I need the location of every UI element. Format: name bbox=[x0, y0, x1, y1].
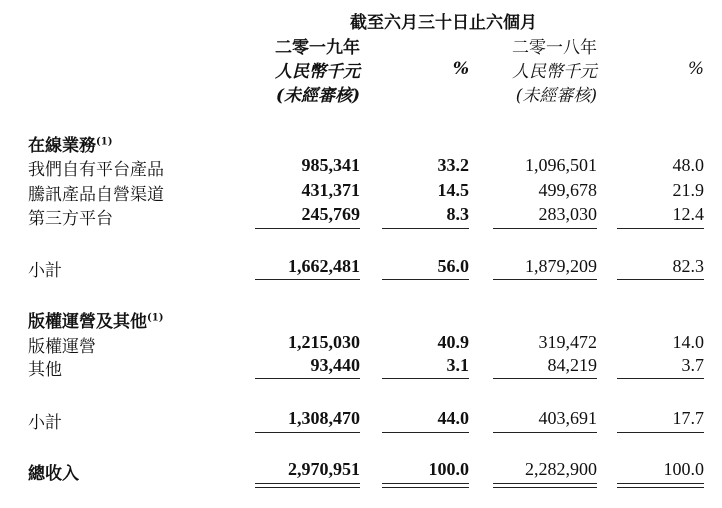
cell-amt-2018: 319,472 bbox=[538, 332, 597, 352]
row-label: 其他 bbox=[28, 360, 62, 380]
section-title-copyright bbox=[28, 307, 163, 332]
subtotal-amt-2018: 1,879,209 bbox=[525, 256, 597, 276]
cell-pct-2018: 12.4 bbox=[672, 204, 704, 224]
footnote-marker: (1) bbox=[96, 136, 113, 148]
unit-2019-heading: 人民幣千元 bbox=[275, 62, 360, 82]
row-label: 我們自有平台產品 bbox=[28, 160, 164, 180]
audit-2018-heading: (未經審核) bbox=[515, 86, 597, 106]
section-title-copyright-text: 版權運營及其他 bbox=[28, 312, 147, 332]
total-pct-2019: 100.0 bbox=[428, 459, 469, 479]
subtotal-label: 小計 bbox=[28, 413, 62, 433]
cell-amt-2019: 93,440 bbox=[310, 355, 360, 375]
subtotal-amt-2019: 1,308,470 bbox=[288, 408, 360, 428]
rule-2018-pct bbox=[617, 432, 704, 433]
subtotal-amt-2018: 403,691 bbox=[538, 408, 597, 428]
period-heading: 截至六月三十日止六個月 bbox=[350, 13, 537, 33]
rule-2018-amt bbox=[493, 432, 597, 433]
rule-2019-amt bbox=[255, 279, 360, 280]
section-title-online-text: 在線業務 bbox=[28, 136, 96, 156]
cell-pct-2018: 3.7 bbox=[681, 355, 704, 375]
double-rule-2019-amt bbox=[255, 483, 360, 488]
double-rule-2018-amt bbox=[493, 483, 597, 488]
total-label: 總收入 bbox=[28, 464, 79, 484]
footnote-marker: (1) bbox=[147, 312, 164, 324]
total-pct-2018: 100.0 bbox=[663, 459, 704, 479]
rule-2018-amt bbox=[493, 228, 597, 229]
rule-2019-pct bbox=[382, 279, 469, 280]
rule-2018-pct bbox=[617, 378, 704, 379]
cell-amt-2018: 1,096,501 bbox=[525, 155, 597, 175]
pct-2019-heading: % bbox=[452, 59, 469, 79]
year-2019-heading: 二零一九年 bbox=[275, 38, 360, 58]
cell-amt-2019: 245,769 bbox=[301, 204, 360, 224]
cell-pct-2019: 40.9 bbox=[437, 332, 469, 352]
cell-amt-2019: 985,341 bbox=[301, 155, 360, 175]
rule-2019-amt bbox=[255, 432, 360, 433]
audit-2019-heading: (未經審核) bbox=[275, 86, 360, 106]
rule-2019-pct bbox=[382, 228, 469, 229]
subtotal-amt-2019: 1,662,481 bbox=[288, 256, 360, 276]
cell-pct-2019: 14.5 bbox=[437, 180, 469, 200]
row-label: 版權運營 bbox=[28, 337, 96, 357]
rule-2018-amt bbox=[493, 279, 597, 280]
rule-2019-amt bbox=[255, 378, 360, 379]
cell-pct-2019: 33.2 bbox=[437, 155, 469, 175]
pct-2018-heading: % bbox=[687, 59, 704, 79]
year-2018-heading: 二零一八年 bbox=[512, 38, 597, 58]
cell-amt-2018: 84,219 bbox=[547, 355, 597, 375]
cell-amt-2019: 431,371 bbox=[301, 180, 360, 200]
rule-2019-pct bbox=[382, 378, 469, 379]
rule-2019-amt bbox=[255, 228, 360, 229]
cell-pct-2018: 21.9 bbox=[672, 180, 704, 200]
subtotal-pct-2019: 56.0 bbox=[437, 256, 469, 276]
cell-amt-2018: 499,678 bbox=[538, 180, 597, 200]
cell-pct-2018: 14.0 bbox=[672, 332, 704, 352]
double-rule-2018-pct bbox=[617, 483, 704, 488]
cell-pct-2019: 8.3 bbox=[446, 204, 469, 224]
row-label: 騰訊產品自營渠道 bbox=[28, 185, 164, 205]
cell-amt-2019: 1,215,030 bbox=[288, 332, 360, 352]
section-title-online bbox=[28, 131, 112, 156]
double-rule-2019-pct bbox=[382, 483, 469, 488]
rule-2018-pct bbox=[617, 279, 704, 280]
total-amt-2018: 2,282,900 bbox=[525, 459, 597, 479]
rule-2018-pct bbox=[617, 228, 704, 229]
rule-2019-pct bbox=[382, 432, 469, 433]
cell-pct-2019: 3.1 bbox=[446, 355, 469, 375]
unit-2018-heading: 人民幣千元 bbox=[512, 62, 597, 82]
cell-pct-2018: 48.0 bbox=[672, 155, 704, 175]
subtotal-pct-2018: 82.3 bbox=[672, 256, 704, 276]
subtotal-label: 小計 bbox=[28, 261, 62, 281]
subtotal-pct-2018: 17.7 bbox=[672, 408, 704, 428]
subtotal-pct-2019: 44.0 bbox=[437, 408, 469, 428]
total-amt-2019: 2,970,951 bbox=[288, 459, 360, 479]
rule-2018-amt bbox=[493, 378, 597, 379]
cell-amt-2018: 283,030 bbox=[538, 204, 597, 224]
row-label: 第三方平台 bbox=[28, 209, 113, 229]
